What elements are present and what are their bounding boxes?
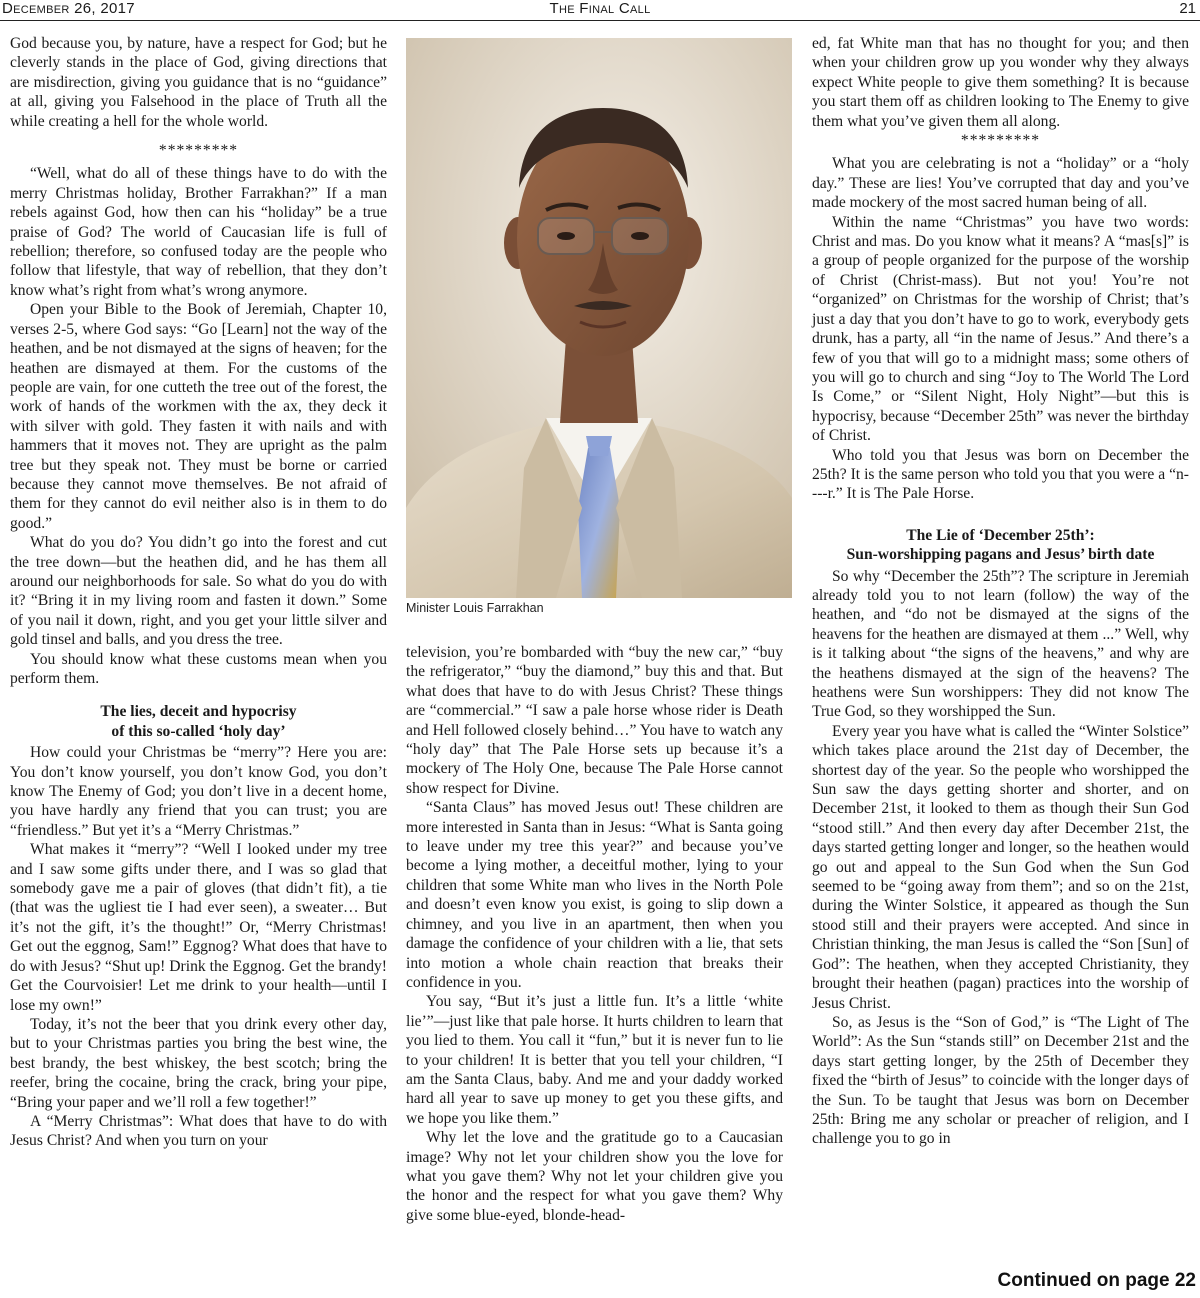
paragraph: ed, fat White man that has no thought for you; and then when your children grow up you wonder why they always expect White people to give them something? It is because you start them off as children looking to The Enemy to give them what you’ve given them all along. [812, 35, 1189, 130]
paragraph: “Well, what do all of these things have to do with the merry Christmas holiday, Brother Farrakhan?” If a man rebels against God, how then can his “holiday” be a true praise of God? The world of Caucasian life is full of rebellion; therefore, so confused today are the people who follow that lifestyle, that way of rebellion, that they don’t know what’s right from what’s wrong anymore. [10, 165, 387, 299]
publication-title: The Final Call [549, 0, 651, 17]
paragraph: How could your Christmas be “merry”? Here you are: You don’t know yourself, you don’t know God, you don’t know The Enemy of God; you don’t live in a decent home, you have hardly any friend that you can trust; you are “friendless.” But yet it’s a “Merry Christmas.” [10, 744, 387, 839]
paragraph: A “Merry Christmas”: What does that have to do with Jesus Christ? And when you turn on your [10, 1112, 387, 1150]
section-separator: ********* [158, 142, 239, 160]
page-header [0, 0, 1200, 21]
article-column-3 [812, 34, 1189, 1149]
paragraph: Today, it’s not the beer that you drink every other day, but to your Christmas parties you bring the best wine, the best brandy, the best whiskey, the best scotch; bring the reefer, bring the cocaine, bring the crack, bring your pipe, “Bring your paper and we’ll roll a few together!” [10, 1015, 387, 1111]
section-heading [812, 526, 1189, 565]
paragraph: So why “December the 25th”? The scripture in Jeremiah already told you to not learn (follow) the way of the heathen, and “do not be dismayed at the signs of the heavens for the heathen are dismayed at them ...” Well, why is it talking about “the signs of the heavens,” and why are the heathens dismayed at the sign of the heavens? The heathens were Sun worshippers: They did not know The True God, so they worshipped the Sun. [812, 567, 1189, 721]
paragraph: Within the name “Christmas” you have two words: Christ and mas. Do you know what it means? A “mas[s]” is a group of people organized for the purpose of the worship of Christ (Christ-mass). But not you! You’re not “organized” on Christmas for the worship of Christ; that’s just a day that you don’t have to go to work, everybody gets drunk, has a party, all “in the name of Jesus.” And there’s a few of you that will go to a midnight mass; some others of you will go to church and sing “Joy to The World The Lord Is Come,” or “Silent Night, Holy Night”—but this is hypocrisy, because “December 25th” was never the birthday of Christ. [812, 213, 1189, 445]
paragraph: “Santa Claus” has moved Jesus out! These children are more interested in Santa than in Jesus: “What is Santa going to leave under my tree this year?” and because you’ve become a lying mother, a deceitful mother, lying to your children that some White man who lives in the North Pole and doesn’t even know you exist, is going to slip down a chimney, and you live in an apartment, then when you damage the confidence of your children with a lie, that sets into motion a whole chain reaction that breaks their confidence in you. [406, 799, 783, 991]
paragraph: television, you’re bombarded with “buy the new car,” “buy the refrigerator,” “buy the diamond,” buy this and that. But what does that have to do with Jesus Christ? These things are “commercial.” “I saw a pale horse whose rider is Death and Hell followed closely behind…” You have to watch any “holy day” that The Pale Horse sets up because it’s a mockery of The Holy One, because The Pale Horse cannot show respect for Divine. [406, 644, 783, 797]
section-heading-line-1: The Lie of ‘December 25th’: [906, 526, 1095, 544]
section-heading [10, 702, 387, 741]
article-column-2 [406, 643, 783, 1225]
paragraph: Who told you that Jesus was born on December the 25th? It is the same person who told you that you were a “n----r.” It is The Pale Horse. [812, 446, 1189, 503]
paragraph: So, as Jesus is the “Son of God,” is “The Light of The World”: As the Sun “stands still” on December 21st and the days start getting longer, by the 25th of December they fixed the “birth of Jesus” to coincide with the longer days of the Sun. To be taught that Jesus was born on December 25th: Bring me any scholar or preacher of religion, and I challenge you to go in [812, 1013, 1189, 1148]
paragraph: You should know what these customs mean when you perform them. [10, 650, 387, 687]
section-heading-line-1: The lies, deceit and hypocrisy [100, 703, 297, 721]
page-number: 21 [1179, 0, 1196, 17]
paragraph: God because you, by nature, have a respect for God; but he cleverly stands in the place of God, giving directions that are misdirection, giving you guidance that is no “guidance” at all, giving you Falsehood in the place of Truth all the while creating a hell for the whole world. [10, 35, 387, 130]
paragraph: You say, “But it’s just a little fun. It’s a little ‘white lie’”—just like that pale horse. It hurts children to learn that you lied to them. You call it “fun,” but it is never fun to lie to your children! It is better that you tell your children, “I am the Santa Claus, baby. And me and your daddy worked hard all year to save up money to get you these gifts, and we hope you like them.” [406, 993, 783, 1127]
photo-caption: Minister Louis Farrakhan [406, 601, 544, 615]
paragraph: What makes it “merry”? “Well I looked under my tree and I saw some gifts under there, and I was so glad that somebody gave me a pair of gloves (that didn’t fit), a tie (that was the ugliest tie I had ever seen), a sweater… But it’s not the gift, it’s the thought!” Or, “Merry Christmas! Get out the eggnog, Sam!” Eggnog? What does that have to do with Jesus? “Shut up! Drink the Eggnog. Get the brandy! Get the Courvoisier! Let me drink to your health—until I lose my own!” [10, 841, 387, 1014]
issue-date: December 26, 2017 [2, 0, 135, 17]
paragraph: Open your Bible to the Book of Jeremiah, Chapter 10, verses 2-5, where God says: “Go [Learn] not the way of the heathen, and be not dismayed at the signs of heaven; for the heathen are dismayed at them. For the customs of the people are vain, for one cutteth the tree out of the forest, the work of hands of the workmen with the ax, they deck it with silver with gold. They fasten it with nails and with hammers that it moves not. They are upright as the palm tree but they speak not. They must be borne or carried because they cannot move themselves. Be not afraid of them for they cannot do evil neither also is in them to do good.” [10, 301, 387, 532]
paragraph: Every year you have what is called the “Winter Solstice” which takes place around the 21st day of December, the shortest day of the year. So the people who worshipped the Sun saw the days getting shorter and shorter, and on December 21st, it looked to them as though their Sun God “stood still.” And then every day after December 21st, the days started getting longer and longer, so the heathen would go out and appeal to the Sun God when the Sun God seemed to be “going away from them”; and so on the 21st, during the Winter Solstice, it appeared as though the Sun stood still and their prayers were accepted. And since in Christian thinking, the man Jesus is called the “Son [Sun] of God”: The heathen, when they accepted Christianity, they brought their heathen (pagan) practices into the worship of Jesus Christ. [812, 722, 1189, 1012]
continued-link[interactable]: Continued on page 22 [997, 1270, 1196, 1291]
section-separator: ********* [960, 132, 1041, 150]
portrait-illustration [406, 38, 792, 598]
portrait-photo [406, 38, 792, 598]
section-heading-line-2: Sun-worshipping pagans and Jesus’ birth date [846, 546, 1155, 564]
paragraph: What do you do? You didn’t go into the forest and cut the tree down—but the heathen did, and he has them all around our neighborhoods for sale. So what do you do with it? “Bring it in my living room and fasten it down.” Some of you nail it down, right, and you get your little silver and gold tinsel and balls, and you dress the tree. [10, 534, 387, 649]
section-heading-line-2: of this so-called ‘holy day’ [111, 722, 286, 740]
article-column-1 [10, 34, 387, 1151]
paragraph: Why let the love and the gratitude go to a Caucasian image? Why not let your children show you the love for what you gave them? Why not let your children give you the honor and the respect for what you gave them? Why give some blue-eyed, blonde-head- [406, 1129, 783, 1224]
paragraph: What you are celebrating is not a “holiday” or a “holy day.” These are lies! You’ve corrupted that day and you’ve made mockery of the most sacred human being of all. [812, 155, 1189, 212]
